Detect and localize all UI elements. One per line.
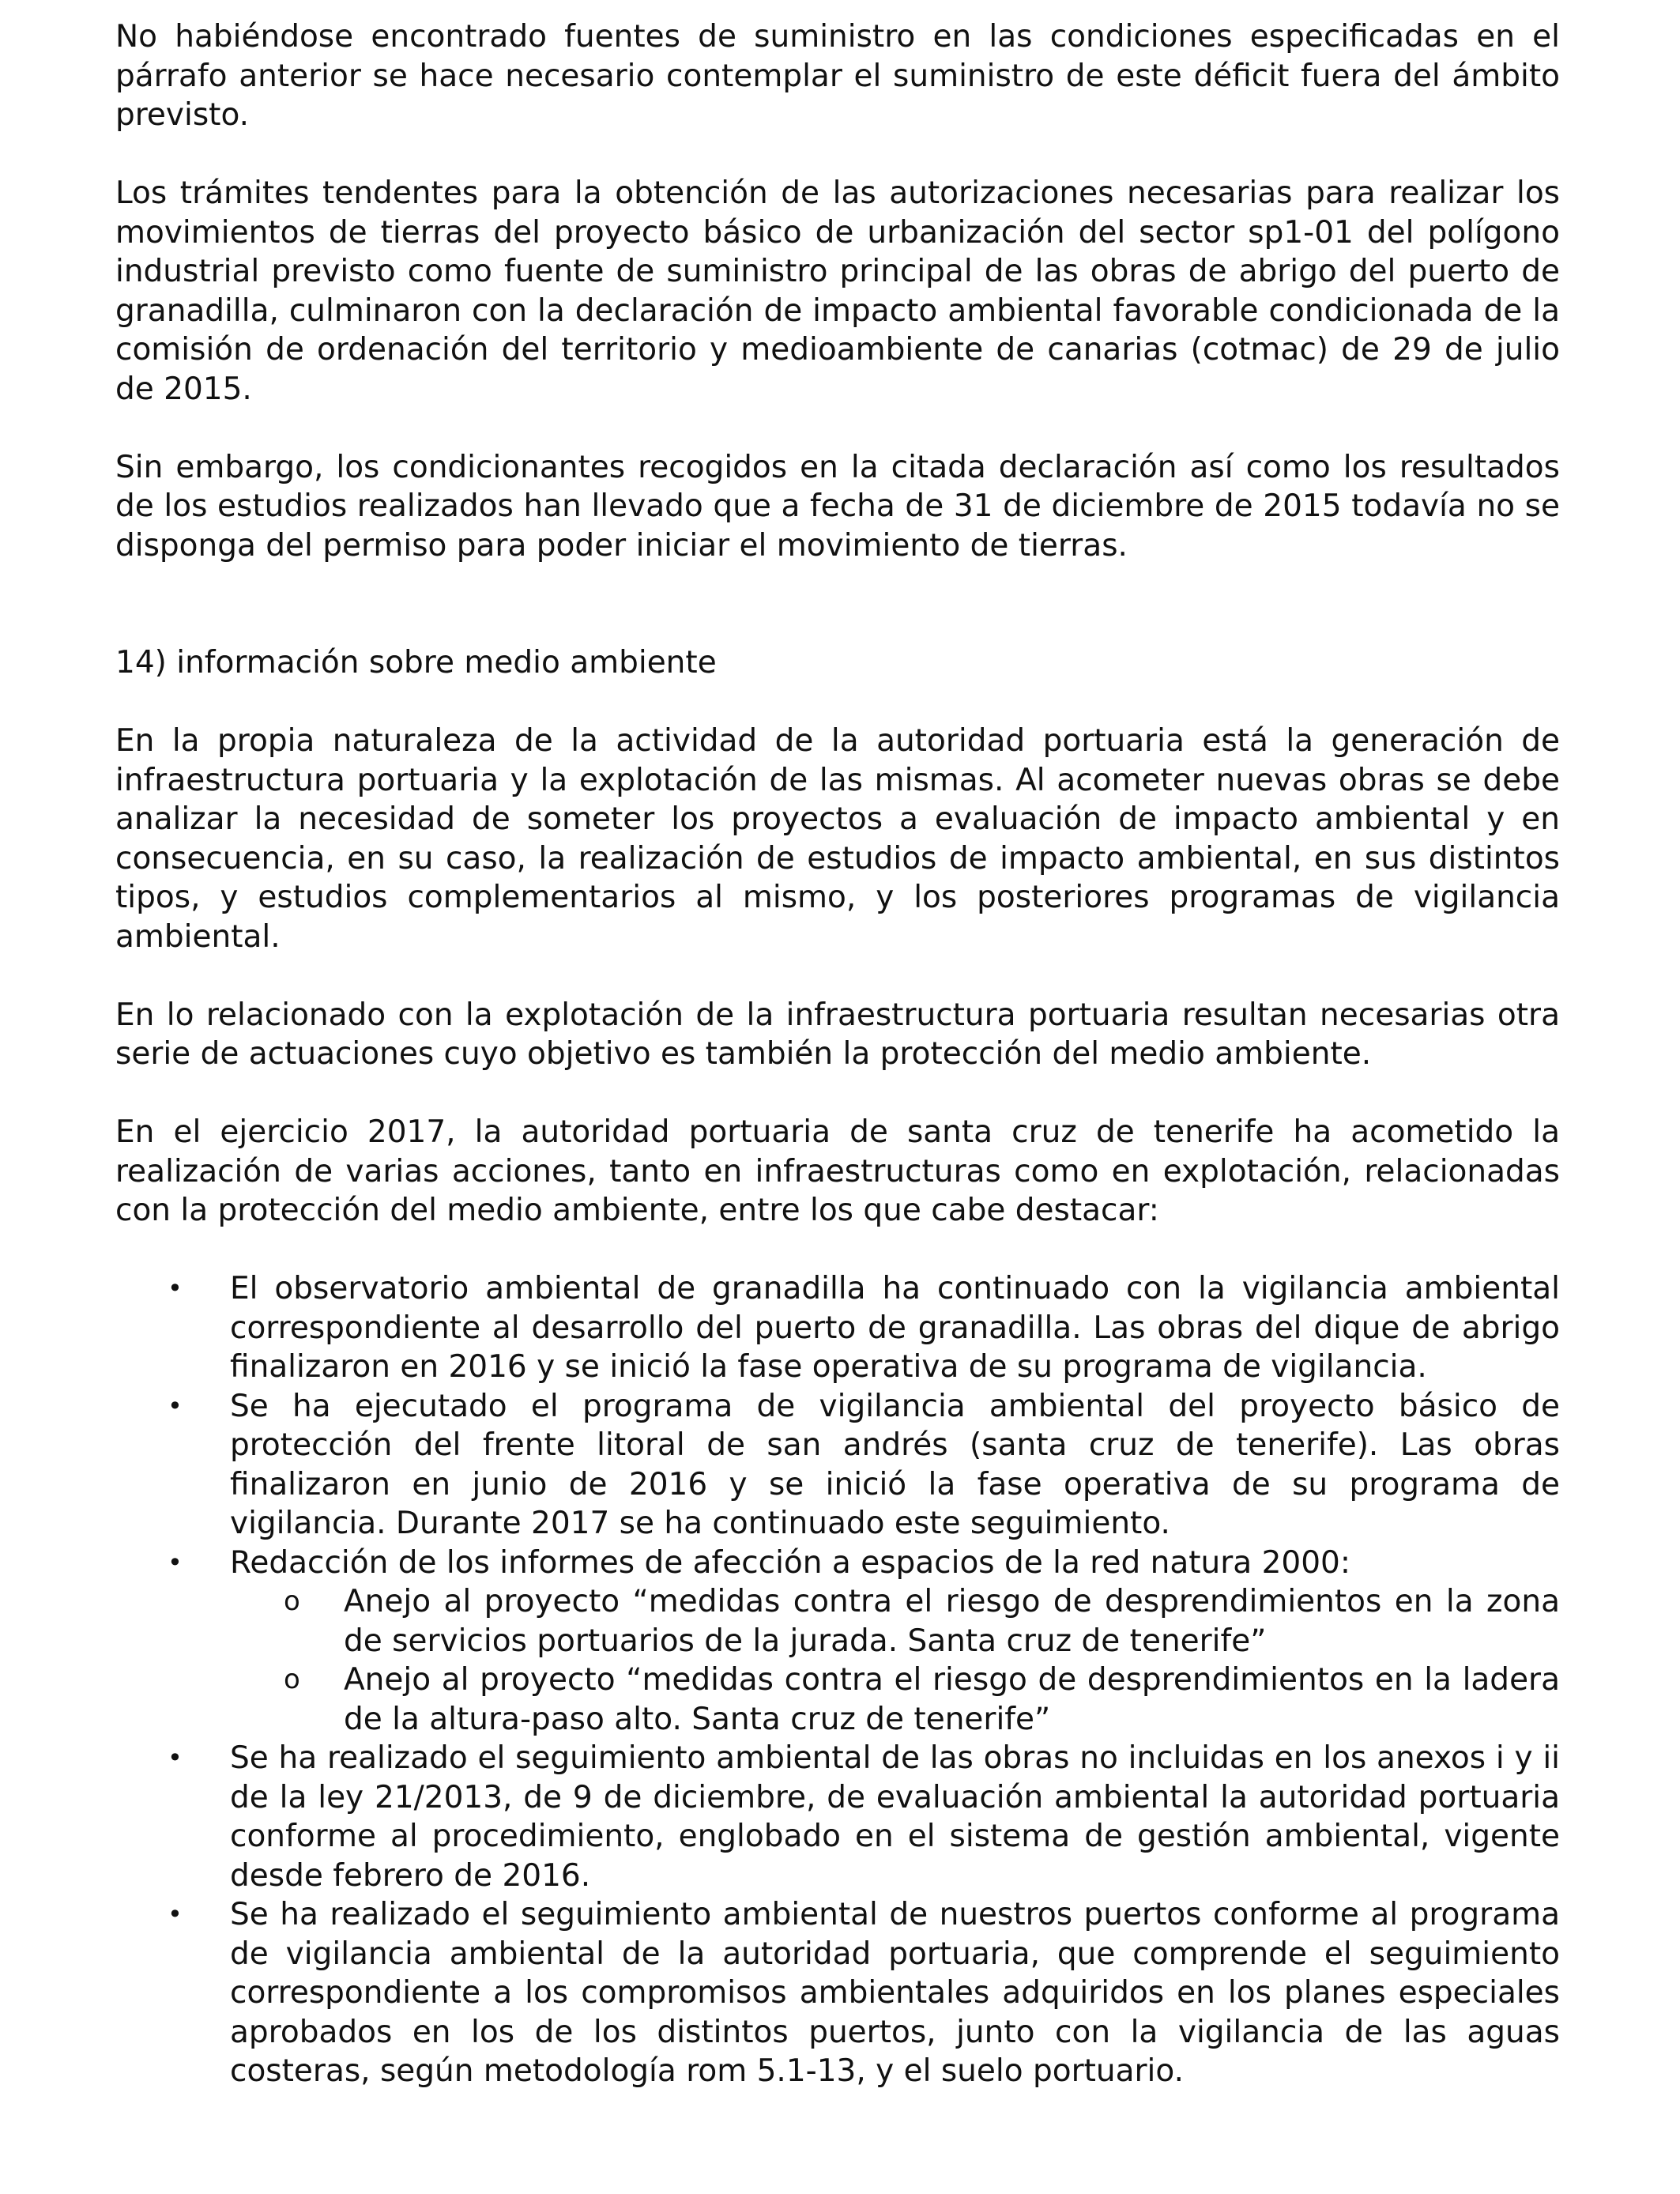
- bullet-icon: •: [168, 1743, 183, 1773]
- paragraph-ejercicio-2017: En el ejercicio 2017, la autoridad portuaria de santa cruz de tenerife ha acometido la realización de varias acciones, tanto en infraestructuras como en explotación, relacionadas con la protección del medio ambiente, entre los que cabe destacar:: [115, 1114, 1560, 1228]
- section-heading: 14) información sobre medio ambiente: [115, 645, 717, 680]
- bullet-icon: •: [168, 1547, 183, 1578]
- circle-bullet-icon: o: [284, 1664, 300, 1695]
- list-item-text: El observatorio ambiental de granadilla ha continuado con la vigilancia ambiental correspondiente al desarrollo del puerto de granadilla. Las obras del dique de abrigo finalizaron en 2016 y se inició la fase operativa de su programa de vigilancia.: [230, 1271, 1560, 1385]
- document-page: [115, 17, 1560, 2091]
- paragraph-sin-embargo: Sin embargo, los condicionantes recogidos en la citada declaración así como los resultados de los estudios realizados han llevado que a fecha de 31 de diciembre de 2015 todavía no se disponga del permiso para poder iniciar el movimiento de tierras.: [115, 449, 1560, 564]
- paragraph-tramites: Los trámites tendentes para la obtención de las autorizaciones necesarias para realizar los movimientos de tierras del proyecto básico de urbanización del sector sp1-01 del polígono industrial previsto como fuente de suministro principal de las obras de abrigo del puerto de granadilla, culminaron con la declaración de impacto ambiental favorable condicionada de la comisión de ordenación del territorio y medioambiente de canarias (cotmac) de 29 de julio de 2015.: [115, 175, 1560, 407]
- sub-list-item: [230, 1582, 1560, 1661]
- sub-list-item-text: Anejo al proyecto “medidas contra el riesgo de desprendimientos en la ladera de la altura-paso alto. Santa cruz de tenerife”: [344, 1662, 1560, 1737]
- bullet-icon: •: [168, 1899, 183, 1929]
- list-item-text: Se ha ejecutado el programa de vigilancia ambiental del proyecto básico de protección del frente litoral de san andrés (santa cruz de tenerife). Las obras finalizaron en junio de 2016 y se inició la fase operativa de su programa de vigilancia. Durante 2017 se ha continuado este seguimiento.: [230, 1388, 1560, 1541]
- bullet-icon: •: [168, 1273, 183, 1303]
- sub-list-item: [230, 1661, 1560, 1739]
- actions-list: [115, 1269, 1560, 2091]
- list-item: [115, 1269, 1560, 1387]
- list-item: [115, 1895, 1560, 2091]
- list-item: [115, 1739, 1560, 1895]
- list-item: [115, 1387, 1560, 1544]
- sub-list: [230, 1582, 1560, 1739]
- paragraph-naturaleza: En la propia naturaleza de la actividad de la autoridad portuaria está la generación de infraestructura portuaria y la explotación de las mismas. Al acometer nuevas obras se debe analizar la necesidad de someter los proyectos a evaluación de impacto ambiental y en consecuencia, en su caso, la realización de estudios de impacto ambiental, en sus distintos tipos, y estudios complementarios al mismo, y los posteriores programas de vigilancia ambiental.: [115, 723, 1560, 955]
- list-item: [115, 1544, 1560, 1740]
- list-item-text: Se ha realizado el seguimiento ambiental de las obras no incluidas en los anexos i y ii de la ley 21/2013, de 9 de diciembre, de evaluación ambiental la autoridad portuaria conforme al procedimiento, englobado en el sistema de gestión ambiental, vigente desde febrero de 2016.: [230, 1740, 1560, 1894]
- sub-list-item-text: Anejo al proyecto “medidas contra el riesgo de desprendimientos en la zona de servicios portuarios de la jurada. Santa cruz de tenerife”: [344, 1584, 1560, 1659]
- bullet-icon: •: [168, 1390, 183, 1421]
- circle-bullet-icon: o: [284, 1585, 300, 1617]
- paragraph-explotacion: En lo relacionado con la explotación de la infraestructura portuaria resultan necesarias otra serie de actuaciones cuyo objetivo es también la protección del medio ambiente.: [115, 997, 1560, 1072]
- list-item-text: Redacción de los informes de afección a espacios de la red natura 2000:: [230, 1544, 1350, 1581]
- paragraph-deficit: No habiéndose encontrado fuentes de suministro en las condiciones especificadas en el párrafo anterior se hace necesario contemplar el suministro de este déficit fuera del ámbito previsto.: [115, 19, 1560, 133]
- list-item-text: Se ha realizado el seguimiento ambiental de nuestros puertos conforme al programa de vigilancia ambiental de la autoridad portuaria, que comprende el seguimiento correspondiente a los compromisos ambientales adquiridos en los planes especiales aprobados en los de los distintos puertos, junto con la vigilancia de las aguas costeras, según metodología rom 5.1-13, y el suelo portuario.: [230, 1897, 1560, 2089]
